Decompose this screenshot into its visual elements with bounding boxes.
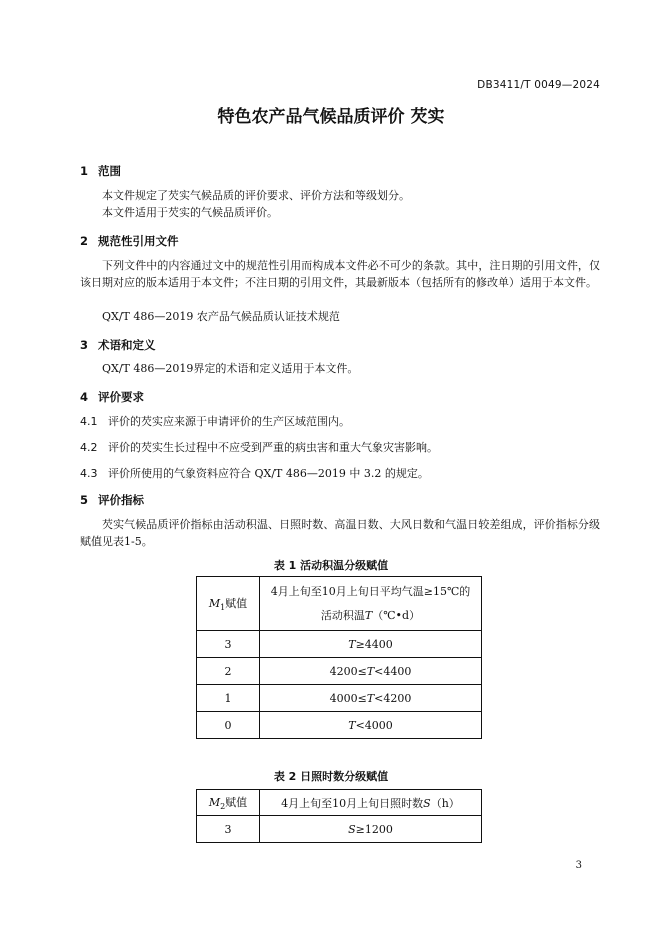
table-2	[196, 789, 482, 843]
section-number: 4	[80, 390, 89, 404]
section-3-heading	[80, 337, 156, 353]
section-number: 1	[80, 164, 89, 178]
table-header-row	[197, 577, 482, 631]
section-1-heading	[80, 163, 121, 179]
section-2-heading	[80, 233, 179, 249]
section-number: 3	[80, 338, 89, 352]
clause-number: 4.1	[80, 415, 98, 428]
clause-4-1	[80, 413, 350, 429]
table-row	[197, 712, 482, 739]
table-header-cell: $M_1$赋值	[197, 577, 260, 631]
paragraph: 芡实气候品质评价指标由活动积温、日照时数、高温日数、大风日数和气温日较差组成，评价指标分级赋值见表1-5。	[80, 518, 600, 548]
table-row	[197, 658, 482, 685]
paragraph: 下列文件中的内容通过文中的规范性引用而构成本文件必不可少的条款。其中，注日期的引用文件，仅该日期对应的版本适用于本文件；不注日期的引用文件，其最新版本（包括所有的修改单）适用于本文件。	[80, 259, 600, 289]
section-title: 评价指标	[98, 493, 144, 507]
document-title: 特色农产品气候品质评价 芡实	[217, 107, 445, 127]
section-number: 2	[80, 234, 89, 248]
section-title: 评价要求	[98, 390, 144, 404]
paragraph: 本文件规定了芡实气候品质的评价要求、评价方法和等级划分。	[102, 189, 410, 202]
clause-4-3	[80, 465, 429, 481]
table-1-caption: 表 1 活动积温分级赋值	[273, 559, 389, 572]
section-5-heading	[80, 492, 144, 508]
table-row	[197, 816, 482, 843]
table-2-caption: 表 2 日照时数分级赋值	[273, 770, 389, 783]
table-cell: 4200≤T<4400	[260, 658, 482, 685]
table-header-cell: $M_2$赋值	[197, 790, 260, 816]
table-cell: 4000≤T<4200	[260, 685, 482, 712]
clause-text: 评价的芡实应来源于申请评价的生产区域范围内。	[108, 415, 350, 428]
clause-4-2	[80, 439, 438, 455]
table-header-cell: 4月上旬至10月上旬日平均气温≥15℃的 活动积温T（℃•d）	[260, 577, 482, 631]
table-row	[197, 685, 482, 712]
section-title: 规范性引用文件	[98, 234, 179, 248]
table-header-cell: 4月上旬至10月上旬日照时数S（h）	[260, 790, 482, 816]
clause-text: 评价所使用的气象资料应符合 QX/T 486—2019 中 3.2 的规定。	[108, 467, 429, 480]
table-cell: T<4000	[260, 712, 482, 739]
table-header-row	[197, 790, 482, 816]
paragraph: QX/T 486—2019界定的术语和定义适用于本文件。	[102, 362, 359, 375]
section-title: 术语和定义	[98, 338, 156, 352]
page-number: 3	[575, 860, 582, 871]
table-cell: 3	[197, 631, 260, 658]
paragraph: 本文件适用于芡实的气候品质评价。	[102, 206, 278, 219]
section-number: 5	[80, 493, 89, 507]
section-title: 范围	[98, 164, 121, 178]
section-4-heading	[80, 389, 144, 405]
table-cell: 0	[197, 712, 260, 739]
table-cell: 1	[197, 685, 260, 712]
standard-code: DB3411/T 0049—2024	[477, 79, 600, 91]
table-cell: 2	[197, 658, 260, 685]
clause-number: 4.2	[80, 441, 98, 454]
clause-number: 4.3	[80, 467, 98, 480]
table-1	[196, 576, 482, 739]
normative-reference: QX/T 486—2019 农产品气候品质认证技术规范	[102, 310, 340, 323]
table-cell: T≥4400	[260, 631, 482, 658]
table-row	[197, 631, 482, 658]
table-cell: S≥1200	[260, 816, 482, 843]
table-cell: 3	[197, 816, 260, 843]
clause-text: 评价的芡实生长过程中不应受到严重的病虫害和重大气象灾害影响。	[108, 441, 438, 454]
